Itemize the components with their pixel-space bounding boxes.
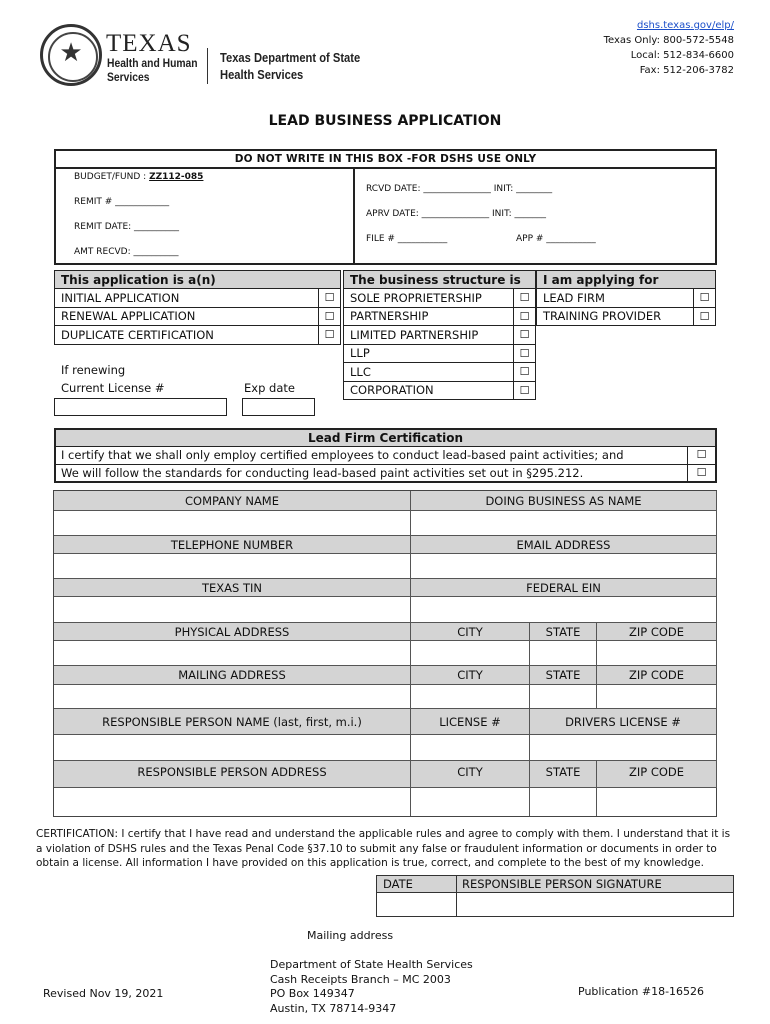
current-license-input[interactable] [54, 398, 227, 416]
company-name-label: COMPANY NAME [54, 491, 411, 511]
federal-ein-label: FEDERAL EIN [411, 579, 717, 597]
if-renewing-label: If renewing [61, 363, 126, 377]
application-type-table [54, 270, 341, 345]
phone-local: Local: 512-834-6600 [630, 50, 734, 61]
office-use-box [54, 149, 717, 265]
company-name-input[interactable] [54, 511, 411, 536]
llp-checkbox[interactable]: ☐ [514, 344, 536, 363]
mailing-state-label: STATE [530, 666, 597, 685]
responsible-state-input[interactable] [530, 788, 597, 816]
business-info-table [53, 490, 717, 817]
option-label: SOLE PROPRIETERSHIP [344, 289, 514, 308]
department-name: Texas Department of State Health Services [220, 50, 361, 82]
exp-date-label: Exp date [244, 381, 295, 395]
certification-statement: CERTIFICATION: I certify that I have read and understand the applicable rules and agree to comply with them. I understand that it is a violation of DSHS rules and the Texas Penal Code §37.10 to submit any false or fraudulent information or documents in order to obtain a license. All information I have provided on this application is true, correct, and complete to the best of my knowledge. [36, 828, 731, 869]
drivers-license-input[interactable] [530, 735, 717, 761]
option-row [55, 307, 341, 326]
responsible-city-input[interactable] [411, 788, 530, 816]
training-provider-checkbox[interactable]: ☐ [694, 307, 716, 326]
responsible-address-label: RESPONSIBLE PERSON ADDRESS [54, 761, 411, 788]
responsible-zip-input[interactable] [597, 788, 717, 816]
drivers-license-label: DRIVERS LICENSE # [530, 709, 717, 735]
office-use-divider [353, 169, 355, 263]
publication-number: Publication #18-16526 [578, 985, 705, 998]
signature-box [376, 875, 734, 917]
llc-checkbox[interactable]: ☐ [514, 363, 536, 382]
contact-info [604, 18, 734, 78]
option-label: LIMITED PARTNERSHIP [344, 326, 514, 345]
email-input[interactable] [411, 554, 717, 579]
limited-partnership-checkbox[interactable]: ☐ [514, 326, 536, 345]
exp-date-input[interactable] [242, 398, 315, 416]
telephone-label: TELEPHONE NUMBER [54, 536, 411, 554]
responsible-state-label: STATE [530, 761, 597, 788]
responsible-address-input[interactable] [54, 788, 411, 816]
texas-tin-label: TEXAS TIN [54, 579, 411, 597]
responsible-name-label: RESPONSIBLE PERSON NAME (last, first, m.i.) [54, 709, 411, 735]
mailing-address-block: Department of State Health Services Cash Receipts Branch – MC 2003 PO Box 149347 Austin, TX 78714-9347 [270, 958, 473, 1015]
initial-application-checkbox[interactable]: ☐ [319, 289, 341, 308]
option-row [55, 289, 341, 308]
rcvd-date: RCVD DATE: _______________ INIT: ________ [366, 184, 553, 194]
duplicate-certification-checkbox[interactable]: ☐ [319, 326, 341, 345]
date-input[interactable] [377, 893, 456, 916]
corporation-checkbox[interactable]: ☐ [514, 381, 536, 400]
lead-firm-certification [54, 428, 717, 483]
physical-zip-input[interactable] [597, 641, 717, 666]
office-use-heading: DO NOT WRITE IN THIS BOX -FOR DSHS USE ONLY [56, 151, 715, 169]
website-link[interactable]: dshs.texas.gov/elp/ [636, 20, 734, 31]
option-label: INITIAL APPLICATION [55, 289, 319, 308]
dba-name-label: DOING BUSINESS AS NAME [411, 491, 717, 511]
responsible-zip-label: ZIP CODE [597, 761, 717, 788]
federal-ein-input[interactable] [411, 597, 717, 623]
logo-hhs-subtext: Health and Human Services [107, 56, 198, 84]
mailing-address-input[interactable] [54, 685, 411, 709]
option-label: LEAD FIRM [537, 289, 694, 308]
mailing-state-input[interactable] [530, 685, 597, 709]
renewal-application-checkbox[interactable]: ☐ [319, 307, 341, 326]
email-label: EMAIL ADDRESS [411, 536, 717, 554]
logo-texas: TEXAS [106, 30, 192, 57]
follow-standards-checkbox[interactable]: ☐ [687, 465, 715, 481]
lead-firm-checkbox[interactable]: ☐ [694, 289, 716, 308]
texas-tin-input[interactable] [54, 597, 411, 623]
option-label: LLC [344, 363, 514, 382]
signature-input[interactable] [457, 893, 733, 916]
application-type-header: This application is a(n) [55, 271, 341, 289]
option-label: LLP [344, 344, 514, 363]
current-license-label: Current License # [61, 381, 165, 395]
texas-star-seal-icon: ★ [40, 24, 102, 86]
aprv-date: APRV DATE: _______________ INIT: _______ [366, 209, 546, 219]
app-number: APP # ___________ [516, 234, 596, 244]
option-label: DUPLICATE CERTIFICATION [55, 326, 319, 345]
date-label: DATE [377, 876, 456, 893]
revised-date: Revised Nov 19, 2021 [43, 987, 164, 1000]
partnership-checkbox[interactable]: ☐ [514, 307, 536, 326]
signature-label: RESPONSIBLE PERSON SIGNATURE [456, 876, 733, 893]
remit-number: REMIT # ____________ [74, 197, 170, 207]
amt-recvd: AMT RECVD: __________ [74, 247, 179, 257]
option-label: CORPORATION [344, 381, 514, 400]
remit-date: REMIT DATE: __________ [74, 222, 180, 232]
physical-city-label: CITY [411, 623, 530, 641]
physical-address-input[interactable] [54, 641, 411, 666]
phone-fax: Fax: 512-206-3782 [639, 65, 734, 76]
mailing-address-heading: Mailing address [307, 929, 394, 942]
logo-divider [207, 48, 208, 84]
physical-zip-label: ZIP CODE [597, 623, 717, 641]
certify-employees-checkbox[interactable]: ☐ [687, 447, 715, 464]
certification-row [56, 447, 715, 464]
option-label: PARTNERSHIP [344, 307, 514, 326]
option-label: TRAINING PROVIDER [537, 307, 694, 326]
budget-fund: BUDGET/FUND : ZZ112-085 [74, 172, 204, 182]
physical-city-input[interactable] [411, 641, 530, 666]
physical-state-input[interactable] [530, 641, 597, 666]
option-label: RENEWAL APPLICATION [55, 307, 319, 326]
mailing-address-label: MAILING ADDRESS [54, 666, 411, 685]
dba-name-input[interactable] [411, 511, 717, 536]
responsible-city-label: CITY [411, 761, 530, 788]
business-structure-table [343, 270, 536, 400]
mailing-city-label: CITY [411, 666, 530, 685]
sole-proprietership-checkbox[interactable]: ☐ [514, 289, 536, 308]
certification-line: We will follow the standards for conducting lead-based paint activities set out in §295.212. [61, 466, 584, 480]
license-number-label: LICENSE # [411, 709, 530, 735]
page-title: LEAD BUSINESS APPLICATION [268, 113, 502, 129]
certification-line: I certify that we shall only employ certified employees to conduct lead-based paint activities; and [61, 448, 624, 462]
file-number: FILE # ___________ [366, 234, 448, 244]
physical-address-label: PHYSICAL ADDRESS [54, 623, 411, 641]
telephone-input[interactable] [54, 554, 411, 579]
physical-state-label: STATE [530, 623, 597, 641]
lead-firm-certification-heading: Lead Firm Certification [56, 430, 715, 447]
phone-texas-only: Texas Only: 800-572-5548 [603, 35, 734, 46]
certification-row [56, 464, 715, 481]
mailing-zip-input[interactable] [597, 685, 717, 709]
option-row [55, 326, 341, 345]
business-structure-header: The business structure is [344, 271, 536, 289]
responsible-name-input[interactable] [54, 735, 411, 761]
mailing-zip-label: ZIP CODE [597, 666, 717, 685]
applying-for-header: I am applying for [537, 271, 716, 289]
mailing-city-input[interactable] [411, 685, 530, 709]
license-number-input[interactable] [411, 735, 530, 761]
applying-for-table [536, 270, 716, 326]
